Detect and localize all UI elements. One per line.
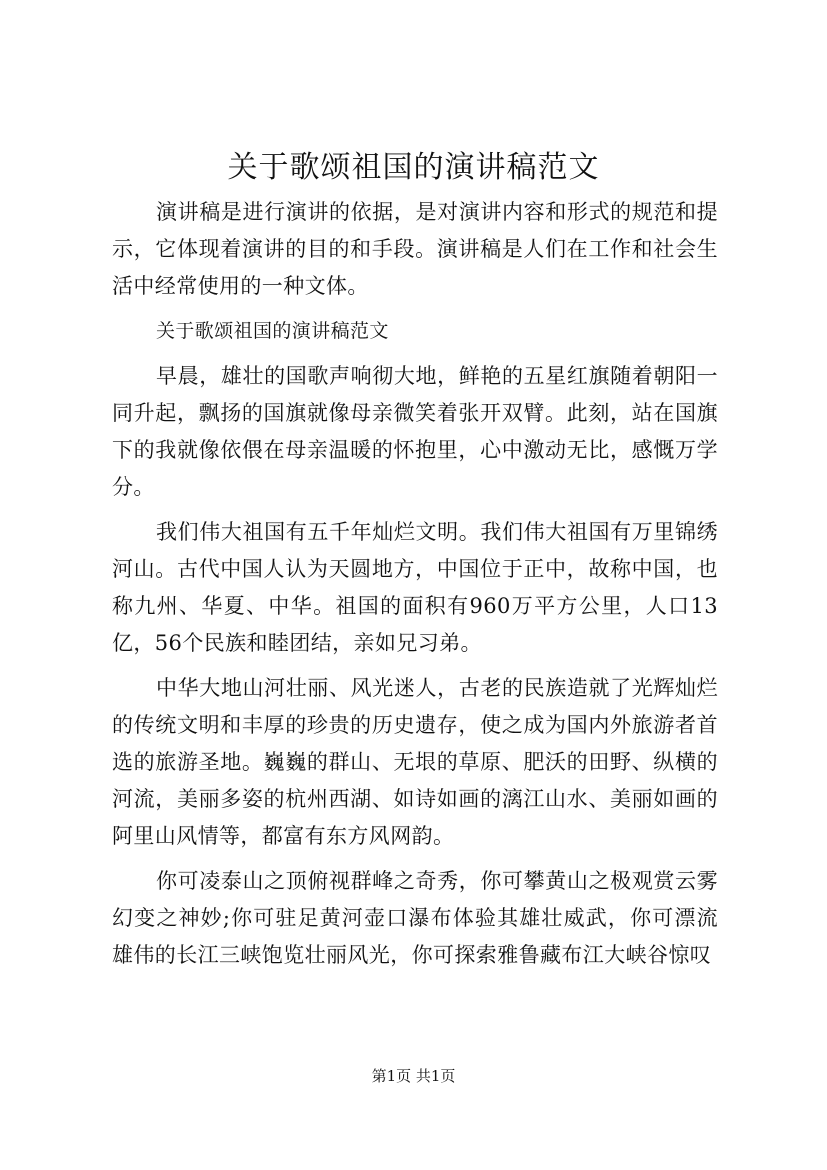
page-footer: 第1页 共1页 [371, 1067, 456, 1085]
document-title: 关于歌颂祖国的演讲稿范文 [227, 150, 600, 185]
paragraph-travel: 你可凌泰山之顶俯视群峰之奇秀，你可攀黄山之极观赏云雾幻变之神妙;你可驻足黄河壶口瀑布体验其雄壮威武，你可漂流雄伟的长江三峡饱览壮丽风光，你可探索雅鲁藏布江大峡谷惊叹 [112, 869, 718, 967]
paragraph-civilization: 我们伟大祖国有五千年灿烂文明。我们伟大祖国有万里锦绣河山。古代中国人认为天圆地方，中国位于正中，故称中国，也称九州、华夏、中华。祖国的面积有960万平方公里，人口13亿，56个民族和睦团结，亲如兄习弟。 [112, 520, 718, 655]
paragraph-scenery: 中华大地山河壮丽、风光迷人，古老的民族造就了光辉灿烂的传统文明和丰厚的珍贵的历史遗存，使之成为国内外旅游者首选的旅游圣地。巍巍的群山、无垠的草原、肥沃的田野、纵横的河流，美丽多姿的杭州西湖、如诗如画的漓江山水、美丽如画的阿里山风情等，都富有东方风网韵。 [112, 676, 718, 848]
paragraph-intro: 演讲稿是进行演讲的依据，是对演讲内容和形式的规范和提示，它体现着演讲的目的和手段。演讲稿是人们在工作和社会生活中经常使用的一种文体。 [112, 200, 718, 298]
paragraph-morning: 早晨，雄壮的国歌声响彻大地，鲜艳的五星红旗随着朝阳一同升起，飘扬的国旗就像母亲微笑着张开双臂。此刻，站在国旗下的我就像依偎在母亲温暖的怀抱里，心中激动无比，感慨万学分。 [112, 364, 718, 499]
paragraph-subheading: 关于歌颂祖国的演讲稿范文 [156, 320, 389, 342]
document-body [112, 194, 718, 982]
